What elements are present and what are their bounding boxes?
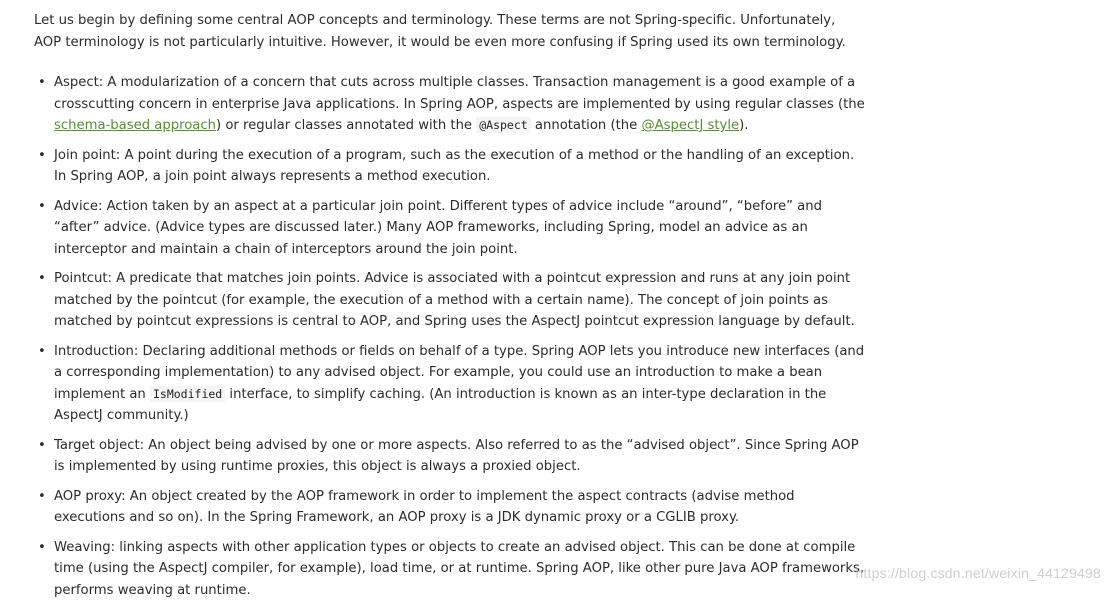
introduction-text-a: Introduction: Declaring additional methods or fields on behalf of a type. Spring AOP lets you introduce new interfaces (and a corresponding implementation) to any advised object. For example, you could use an introduction to make a bean implement an [54, 343, 865, 402]
aspect-text-d: ). [739, 118, 749, 133]
ismodified-code: IsModified [150, 386, 225, 402]
list-item-join-point [34, 145, 866, 188]
aop-proxy-text: AOP proxy: An object created by the AOP framework in order to implement the aspect contracts (advise method executions and so on). In the Spring Framework, an AOP proxy is a JDK dynamic proxy or a CGLIB proxy. [54, 488, 795, 525]
list-item-aop-proxy [34, 486, 866, 529]
bullet-icon: • [38, 488, 46, 504]
intro-paragraph: Let us begin by defining some central AOP concepts and terminology. These terms are not Spring-specific. Unfortunately, AOP terminology is not particularly intuitive. However, it would be even more confusing if Spring used its own terminology. [34, 13, 846, 50]
target-object-text: Target object: An object being advised by one or more aspects. Also referred to as the “advised object”. Since Spring AOP is implemented by using runtime proxies, this object is always a proxied object. [54, 437, 859, 474]
document-body [34, 10, 866, 609]
pointcut-text: Pointcut: A predicate that matches join points. Advice is associated with a pointcut expression and runs at any join point matched by the pointcut (for example, the execution of a method with a certain name). The concept of join points as matched by pointcut expressions is central to AOP, and Spring uses the AspectJ pointcut expression language by default. [54, 271, 855, 329]
bullet-icon: • [38, 198, 46, 214]
list-item-target-object [34, 435, 866, 478]
bullet-icon: • [38, 75, 46, 90]
aspectj-style-link[interactable]: @AspectJ style [641, 118, 740, 133]
bullet-icon: • [38, 147, 46, 163]
csdn-watermark: https://blog.csdn.net/weixin_44129498 [855, 565, 1101, 581]
aspect-text-a: Aspect: A modularization of a concern that cuts across multiple classes. Transaction management is a good example of a crosscutting concern in enterprise Java applications. In Spring AOP, aspects are implemented by using regular classes (the [54, 75, 865, 112]
bullet-icon: • [38, 437, 46, 453]
bullet-icon: • [38, 539, 46, 555]
aspect-text-c: annotation (the [530, 118, 642, 133]
aspect-text-b: ) or regular classes annotated with the [216, 118, 477, 133]
bullet-icon: • [38, 343, 46, 359]
join-point-text: Join point: A point during the execution of a program, such as the execution of a method or the handling of an exception. In Spring AOP, a join point always represents a method execution. [54, 147, 855, 184]
aspect-annotation-code: @Aspect [476, 117, 530, 133]
advice-text: Advice: Action taken by an aspect at a particular join point. Different types of advice include “around”, “before” and “after” advice. (Advice types are discussed later.) Many AOP frameworks, including Spring, model an advice as an interceptor and maintain a chain of interceptors around the join point. [54, 198, 822, 257]
terms-list [34, 72, 866, 601]
list-item-introduction [34, 341, 866, 427]
bullet-icon: • [38, 271, 46, 286]
list-item-advice [34, 196, 866, 261]
list-item-aspect [34, 72, 866, 137]
list-item-pointcut [34, 268, 866, 333]
weaving-text: Weaving: linking aspects with other application types or objects to create an advised object. This can be done at compile time (using the AspectJ compiler, for example), load time, or at runtime. Spring AOP, like other pure Java AOP frameworks, performs weaving at runtime. [54, 539, 865, 598]
schema-based-approach-link[interactable]: schema-based approach [54, 118, 216, 133]
list-item-weaving [34, 537, 866, 602]
introduction-text-b: interface, to simplify caching. (An introduction is known as an inter-type declaration in the AspectJ community.) [54, 386, 827, 423]
